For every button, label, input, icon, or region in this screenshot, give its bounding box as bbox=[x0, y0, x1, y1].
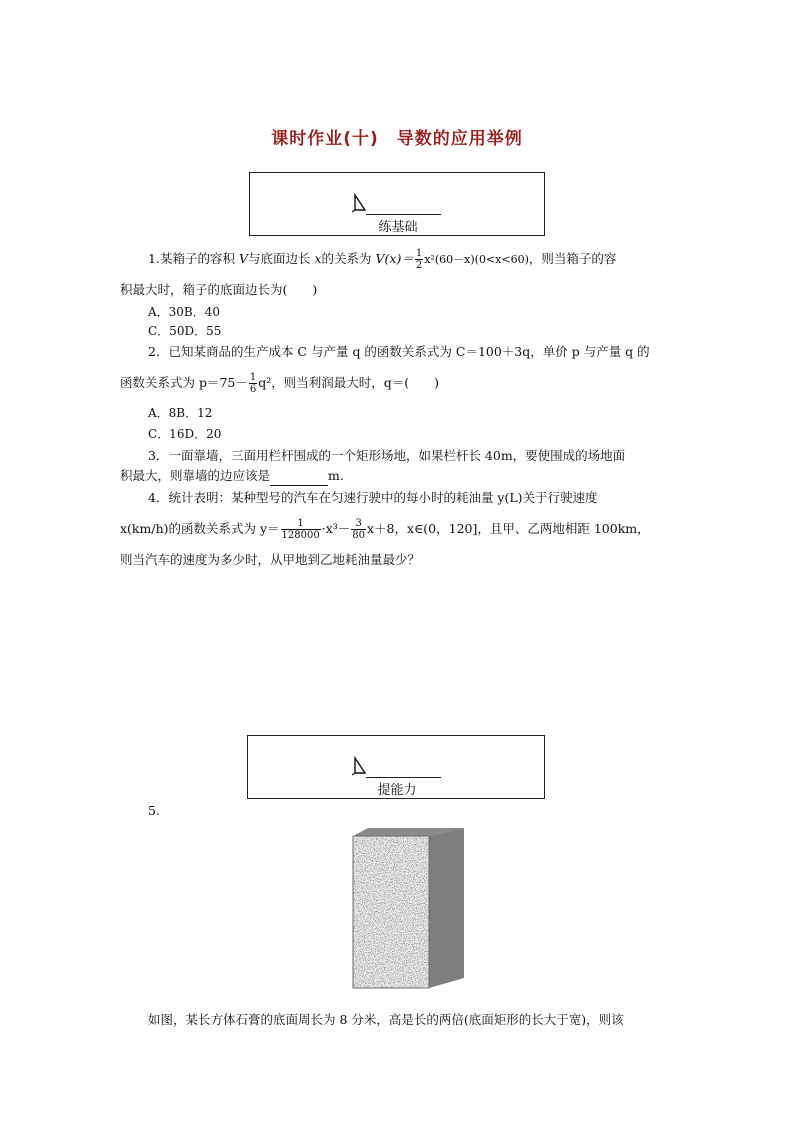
plaster-block-figure bbox=[350, 828, 466, 990]
page-title: 课时作业(十) 导数的应用举例 bbox=[271, 129, 523, 149]
question-1-options-ab: A．30B．40 bbox=[148, 305, 221, 319]
pencil-icon bbox=[351, 756, 369, 776]
question-5-number: 5. bbox=[148, 803, 160, 818]
question-2-options-ab: A．8B．12 bbox=[148, 406, 213, 420]
section-header-advanced bbox=[247, 735, 545, 799]
question-1-options-cd: C．50D．55 bbox=[148, 324, 222, 338]
question-1-line-2: 积最大时，箱子的底面边长为( ) bbox=[120, 282, 318, 297]
question-5-line-1: 如图，某长方体石膏的底面周长为 8 分米，高是长的两倍(底面矩形的长大于宽)，则该 bbox=[148, 1012, 624, 1027]
section-label-advanced: 提能力 bbox=[377, 783, 417, 798]
question-4-line-2: x(km/h)的函数关系式为 y＝ $\frac{1}{128000}$ ·x³－ $\frac{3}{80}$ x＋8，x∈(0，120]，且甲、乙两地相距 100km， bbox=[120, 518, 650, 541]
pencil-icon bbox=[351, 193, 369, 213]
section-underline bbox=[366, 777, 441, 778]
fraction: $\frac{1}{2}$ bbox=[415, 248, 423, 271]
question-4-line-1: 4．统计表明：某种型号的汽车在匀速行驶中的每小时的耗油量 y(L)关于行驶速度 bbox=[148, 490, 598, 505]
section-label-basic: 练基础 bbox=[378, 220, 418, 235]
question-2-line-2: 函数关系式为 p＝75－ $\frac{1}{6}$ q²，则当利润最大时，q＝( ) bbox=[120, 372, 440, 395]
question-3-line-2: 积最大，则靠墙的边应该是 m. bbox=[120, 466, 344, 486]
fraction: $\frac{1}{6}$ bbox=[249, 372, 257, 395]
question-4-line-3: 则当汽车的速度为多少时，从甲地到乙地耗油量最少？ bbox=[120, 552, 421, 567]
question-2-line-1: 2．已知某商品的生产成本 C 与产量 q 的函数关系式为 C＝100＋3q，单价 p 与产量 q 的 bbox=[148, 344, 650, 359]
fraction: $\frac{3}{80}$ bbox=[352, 518, 365, 541]
question-3-line-1: 3．一面靠墙，三面用栏杆围成的一个矩形场地，如果栏杆长 40m，要使围成的场地面 bbox=[148, 448, 626, 463]
question-number: 1. bbox=[148, 251, 160, 266]
section-underline bbox=[366, 214, 441, 215]
answer-blank[interactable] bbox=[270, 473, 328, 486]
section-header-basic bbox=[249, 172, 545, 236]
question-2-options-cd: C．16D．20 bbox=[148, 427, 222, 441]
fraction: $\frac{1}{128000}$ bbox=[281, 518, 320, 541]
question-1-line-1: 1.某箱子的容积 V与底面边长 x的关系为 V(x)＝ $\frac{1}{2}$ x²(60－x)(0<x<60)，则当箱子的容 bbox=[148, 248, 617, 271]
